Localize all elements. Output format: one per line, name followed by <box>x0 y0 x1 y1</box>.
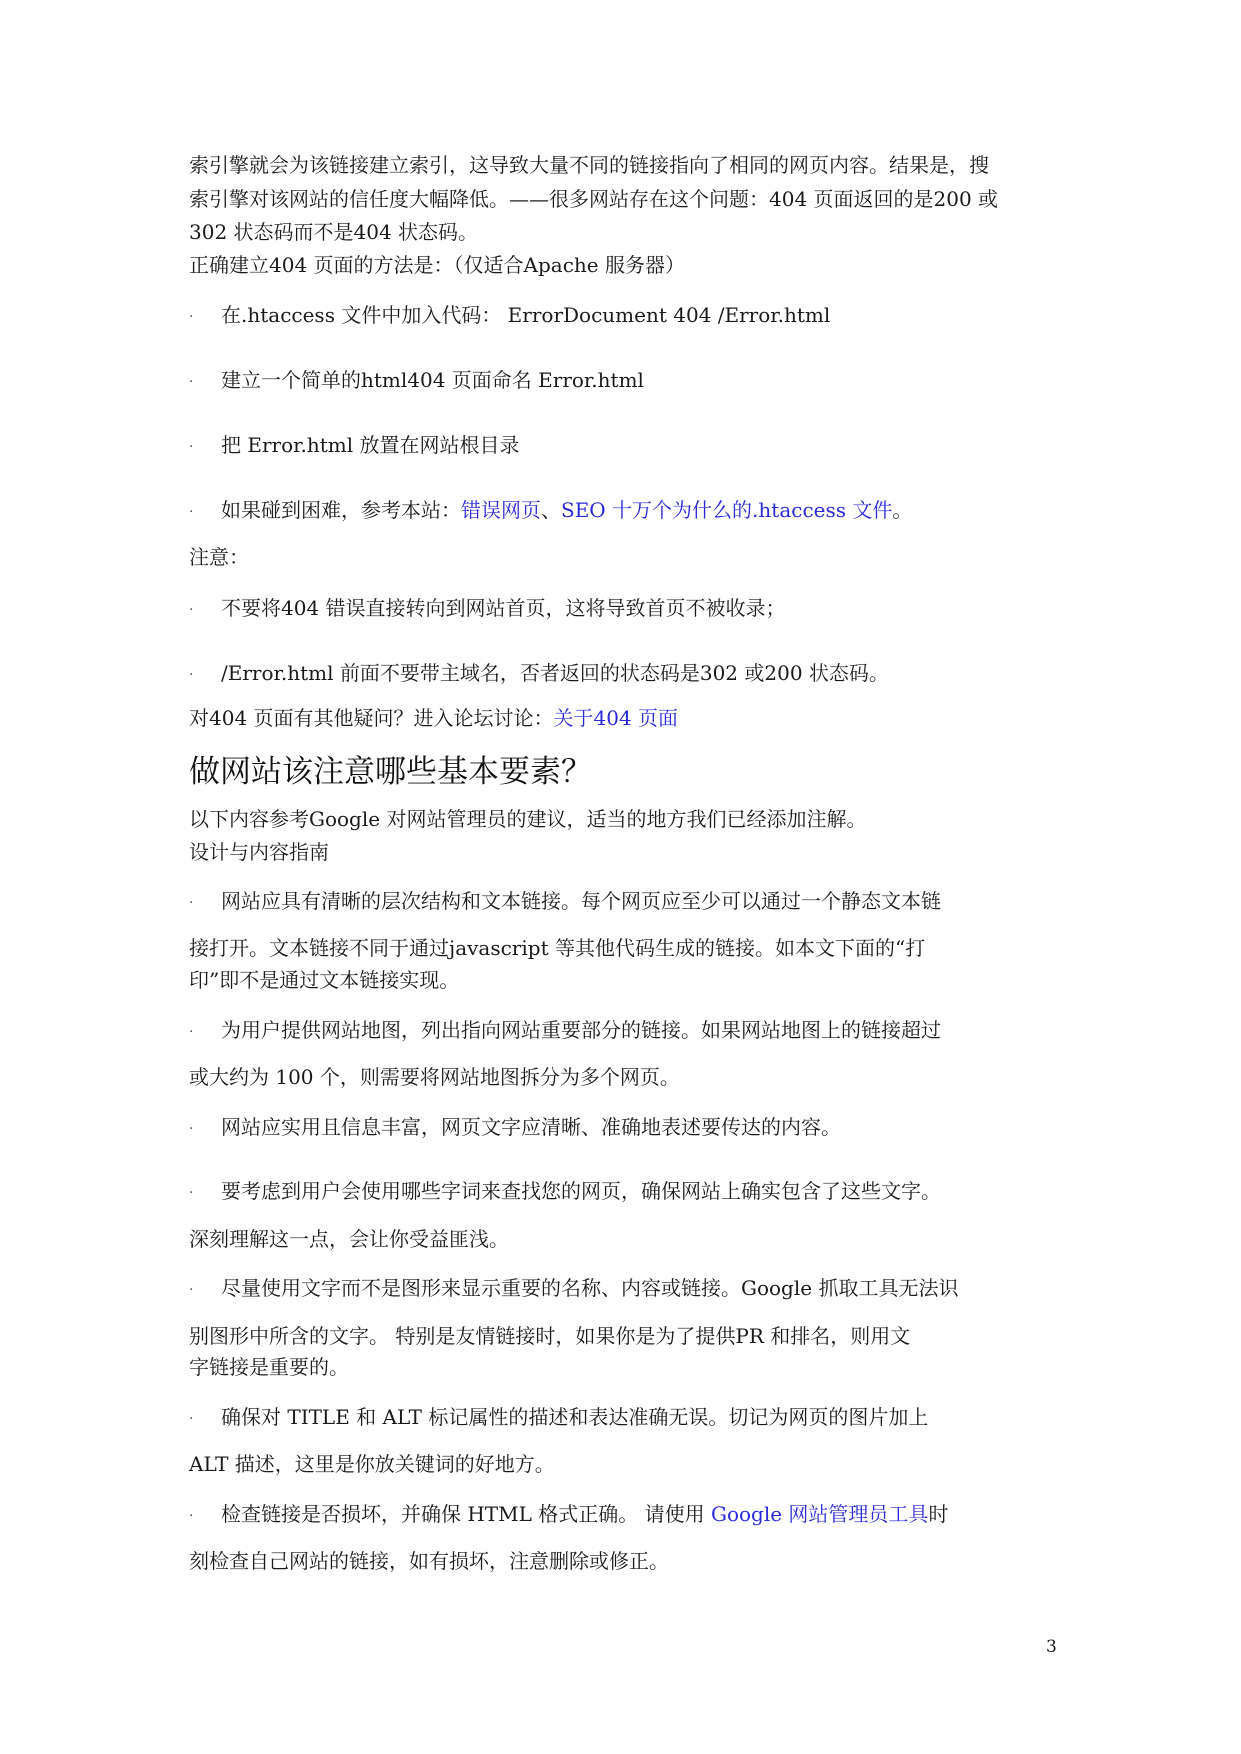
bullet-icon: · <box>189 601 194 618</box>
bullet-icon: · <box>189 308 194 325</box>
step-item-3 <box>189 431 519 461</box>
step-item-2 <box>189 366 644 396</box>
guideline-5-line-2: 别图形中所含的文字。 特别是友情链接时，如果你是为了提供PR 和排名，则用文 <box>189 1324 911 1348</box>
guideline-2-line-1 <box>189 1016 941 1046</box>
note-item-2 <box>189 659 889 689</box>
step-text: 在.htaccess 文件中加入代码： ErrorDocument 404 /Error.html <box>221 303 831 327</box>
guideline-5-line-1 <box>189 1274 958 1304</box>
bullet-icon: · <box>189 373 194 390</box>
guideline-text: 要考虑到用户会使用哪些字词来查找您的网页，确保网站上确实包含了这些文字。 <box>221 1179 941 1203</box>
section-subheading: 设计与内容指南 <box>189 840 329 864</box>
page-number: 3 <box>1046 1637 1057 1657</box>
error-page-link[interactable]: 错误网页 <box>461 498 541 522</box>
section-heading: 做网站该注意哪些基本要素？ <box>189 754 592 790</box>
forum-404-link[interactable]: 关于404 页面 <box>553 706 679 730</box>
step-text: 如果碰到困难，参考本站： <box>221 498 461 522</box>
guideline-4-line-2: 深刻理解这一点，会让你受益匪浅。 <box>189 1227 509 1251</box>
guideline-7-line-2: 刻检查自己网站的链接，如有损坏，注意删除或修正。 <box>189 1549 669 1573</box>
guideline-text: 为用户提供网站地图，列出指向网站重要部分的链接。如果网站地图上的链接超过 <box>221 1018 941 1042</box>
guideline-text: 网站应具有清晰的层次结构和文本链接。每个网页应至少可以通过一个静态文本链 <box>221 889 941 913</box>
bullet-icon: · <box>189 1184 194 1201</box>
separator: 、 <box>541 498 561 522</box>
bullet-icon: · <box>189 1023 194 1040</box>
intro-line-2: 索引擎对该网站的信任度大幅降低。——很多网站存在这个问题：404 页面返回的是200 或 <box>189 187 999 211</box>
note-item-1 <box>189 594 786 624</box>
step-suffix: 。 <box>892 498 913 522</box>
guideline-7-line-1 <box>189 1500 948 1530</box>
bullet-icon: · <box>189 666 194 683</box>
forum-prefix: 对404 页面有其他疑问？进入论坛讨论： <box>189 706 554 730</box>
guideline-1-line-1 <box>189 887 941 917</box>
step-text: 建立一个简单的html404 页面命名 Error.html <box>221 368 644 392</box>
bullet-icon: · <box>189 1281 194 1298</box>
seo-htaccess-link[interactable]: SEO 十万个为什么的.htaccess 文件 <box>561 498 893 522</box>
bullet-icon: · <box>189 438 194 455</box>
guideline-4-line-1 <box>189 1177 941 1207</box>
note-text: 不要将404 错误直接转向到网站首页，这将导致首页不被收录； <box>221 596 786 620</box>
intro-line-1: 索引擎就会为该链接建立索引，这导致大量不同的链接指向了相同的网页内容。结果是，搜 <box>189 153 989 177</box>
bullet-icon: · <box>189 503 194 520</box>
bullet-icon: · <box>189 894 194 911</box>
guideline-text: 尽量使用文字而不是图形来显示重要的名称、内容或链接。Google 抓取工具无法识 <box>221 1276 959 1300</box>
guideline-1-line-2: 接打开。文本链接不同于通过javascript 等其他代码生成的链接。如本文下面的“打 <box>189 936 926 960</box>
section-intro: 以下内容参考Google 对网站管理员的建议，适当的地方我们已经添加注解。 <box>189 807 867 831</box>
guideline-text: 检查链接是否损坏，并确保 HTML 格式正确。 请使用 <box>221 1502 711 1526</box>
guideline-6-line-2: ALT 描述，这里是你放关键词的好地方。 <box>189 1452 555 1476</box>
bullet-icon: · <box>189 1120 194 1137</box>
forum-line <box>189 704 678 732</box>
guideline-2-line-2: 或大约为 100 个，则需要将网站地图拆分为多个网页。 <box>189 1065 680 1089</box>
note-text: /Error.html 前面不要带主域名，否者返回的状态码是302 或200 状态码。 <box>221 661 889 685</box>
guideline-text: 确保对 TITLE 和 ALT 标记属性的描述和表达准确无误。切记为网页的图片加上 <box>221 1405 929 1429</box>
guideline-6-line-1 <box>189 1403 928 1433</box>
intro-line-4: 正确建立404 页面的方法是：（仅适合Apache 服务器） <box>189 253 685 277</box>
guideline-5-line-3: 字链接是重要的。 <box>189 1355 349 1379</box>
step-item-1 <box>189 301 830 331</box>
step-item-4 <box>189 496 912 526</box>
bullet-icon: · <box>189 1410 194 1427</box>
guideline-text: 网站应实用且信息丰富，网页文字应清晰、准确地表述要传达的内容。 <box>221 1115 841 1139</box>
bullet-icon: · <box>189 1507 194 1524</box>
guideline-3-line-1 <box>189 1113 841 1143</box>
notes-label: 注意： <box>189 545 249 569</box>
intro-line-3: 302 状态码而不是404 状态码。 <box>189 220 479 244</box>
step-text: 把 Error.html 放置在网站根目录 <box>221 433 520 457</box>
guideline-suffix: 时 <box>928 1502 949 1526</box>
guideline-1-line-3: 印”即不是通过文本链接实现。 <box>189 968 460 992</box>
google-webmaster-tools-link[interactable]: Google 网站管理员工具 <box>710 1502 929 1526</box>
